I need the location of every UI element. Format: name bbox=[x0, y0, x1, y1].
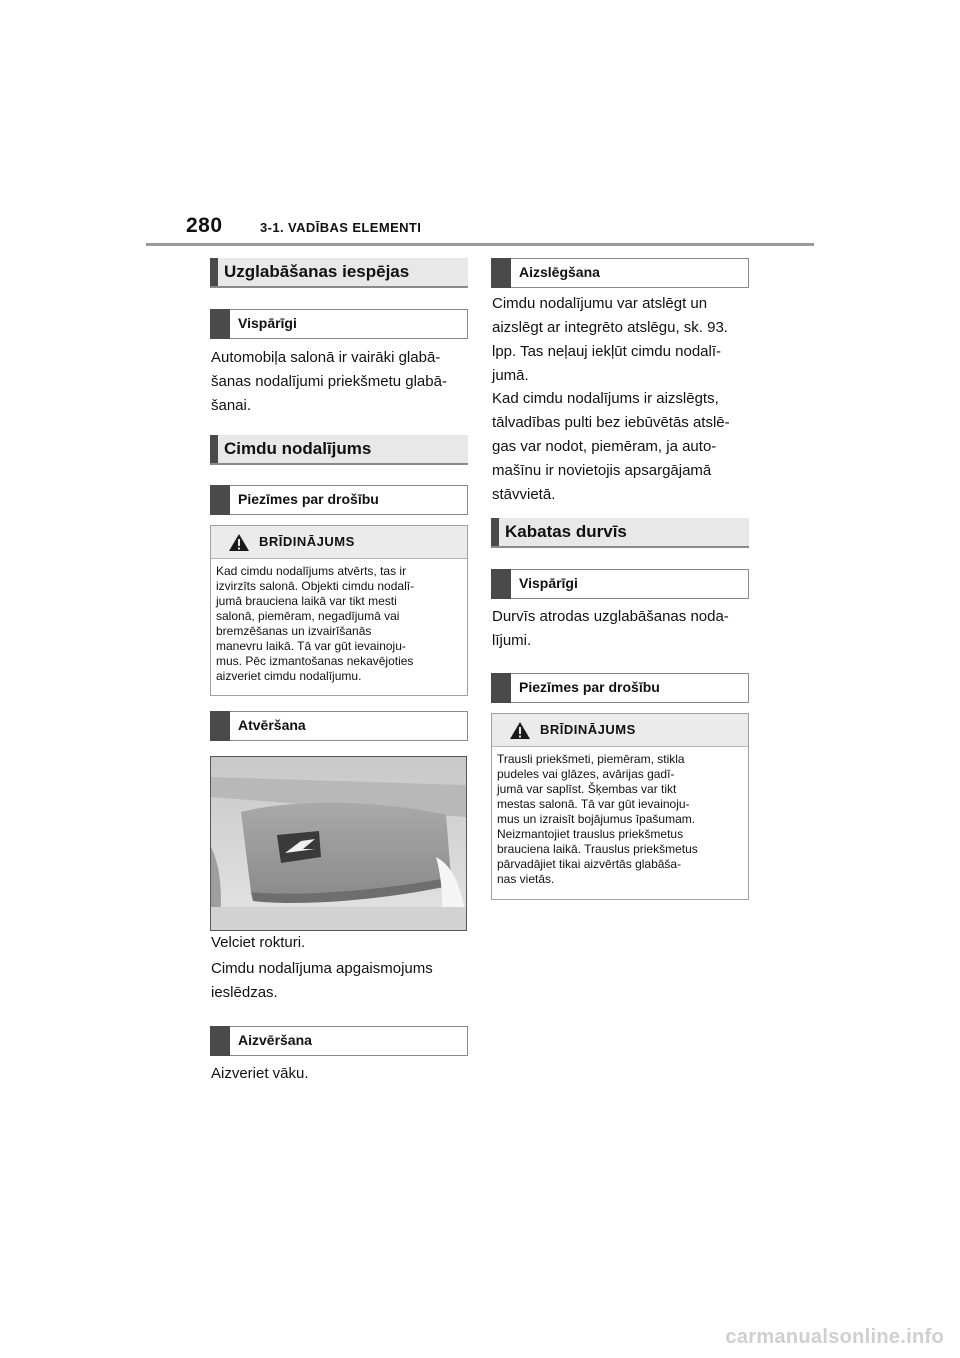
warning-triangle-icon bbox=[509, 721, 531, 740]
subheading-opening bbox=[210, 711, 468, 741]
section-heading-glovebox bbox=[210, 435, 468, 465]
section-heading-text: Cimdu nodalījums bbox=[224, 439, 372, 458]
subheading-text: Aizslēgšana bbox=[519, 264, 600, 280]
section-heading-text: Kabatas durvīs bbox=[505, 522, 627, 541]
section-heading-storage bbox=[210, 258, 468, 288]
opening-text-2: Cimdu nodalījuma apgaismojums ieslēdzas. bbox=[211, 960, 433, 1001]
warning-header bbox=[211, 526, 467, 559]
subheading-closing bbox=[210, 1026, 468, 1056]
subheading-general-right bbox=[491, 569, 749, 599]
heading-bar bbox=[491, 518, 499, 546]
subheading-locking bbox=[491, 258, 749, 288]
warning-title: BRĪDINĀJUMS bbox=[259, 534, 355, 549]
general-text-right: Durvīs atrodas uzglabāšanas noda- lījumi. bbox=[492, 608, 729, 649]
section-heading-door-pocket bbox=[491, 518, 749, 548]
subheading-bar bbox=[210, 485, 230, 515]
warning-box-door bbox=[491, 713, 749, 900]
locking-text-1: Cimdu nodalījumu var atslēgt un aizslēgt ar integrēto atslēgu, sk. 93. lpp. Tas neļauj iekļūt cimdu nodalī- jumā. bbox=[492, 295, 728, 384]
subheading-text: Atvēršana bbox=[238, 717, 306, 733]
header-rule bbox=[146, 243, 814, 246]
subheading-text: Vispārīgi bbox=[519, 575, 578, 591]
section-heading-text: Uzglabāšanas iespējas bbox=[224, 262, 410, 281]
subheading-bar bbox=[491, 258, 511, 288]
locking-text-2: Kad cimdu nodalījums ir aizslēgts, tālvadības pulti bez iebūvētās atslē- gas var nodot, piemēram, ja auto- mašīnu ir novietojis apsargājamā stāvvietā. bbox=[492, 390, 730, 503]
subheading-text: Piezīmes par drošību bbox=[238, 491, 379, 507]
warning-text: Trausli priekšmeti, piemēram, stikla pudeles vai glāzes, avārijas gadī- jumā var saplīst. Šķembas var tikt mestas salonā. Tā var gūt ievainoju- mus un izraisīt bojājumus īpašumam. Neizmantojiet trauslus priekšmetus brauciena laikā. Trauslus priekšmetus pārvadājiet tikai aizvērtās glabāša- nas vietās. bbox=[497, 752, 698, 886]
warning-title: BRĪDINĀJUMS bbox=[540, 722, 636, 737]
subheading-bar bbox=[210, 309, 230, 339]
glovebox-illustration bbox=[211, 757, 466, 930]
subheading-bar bbox=[210, 1026, 230, 1056]
subheading-text: Aizvēršana bbox=[238, 1032, 312, 1048]
subheading-bar bbox=[491, 673, 511, 703]
general-text-left: Automobiļa salonā ir vairāki glabā- šanas nodalījumi priekšmetu glabā- šanai. bbox=[211, 349, 447, 414]
closing-text: Aizveriet vāku. bbox=[211, 1065, 309, 1082]
subheading-safety-right bbox=[491, 673, 749, 703]
warning-box-glovebox bbox=[210, 525, 468, 696]
warning-text: Kad cimdu nodalījums atvērts, tas ir izvirzīts salonā. Objekti cimdu nodalī- jumā brauciena laikā var tikt mesti salonā, piemēram, negadījumā vai bremzēšanas un izvairīšanās manevru laikā. Tā var gūt ievainoju- mus. Pēc izmantošanas nekavējoties aizveriet cimdu nodalījumu. bbox=[216, 564, 415, 683]
subheading-text: Vispārīgi bbox=[238, 315, 297, 331]
watermark: carmanualsonline.info bbox=[725, 1326, 944, 1348]
page-number: 280 bbox=[186, 214, 223, 237]
warning-triangle-icon bbox=[228, 533, 250, 552]
chapter-title: 3-1. VADĪBAS ELEMENTI bbox=[260, 220, 422, 235]
subheading-bar bbox=[491, 569, 511, 599]
heading-bar bbox=[210, 258, 218, 286]
subheading-bar bbox=[210, 711, 230, 741]
heading-bar bbox=[210, 435, 218, 463]
glovebox-photo bbox=[210, 756, 467, 931]
opening-text-1: Velciet rokturi. bbox=[211, 934, 306, 951]
warning-header bbox=[492, 714, 748, 747]
subheading-general-left bbox=[210, 309, 468, 339]
subheading-safety-left bbox=[210, 485, 468, 515]
subheading-text: Piezīmes par drošību bbox=[519, 679, 660, 695]
